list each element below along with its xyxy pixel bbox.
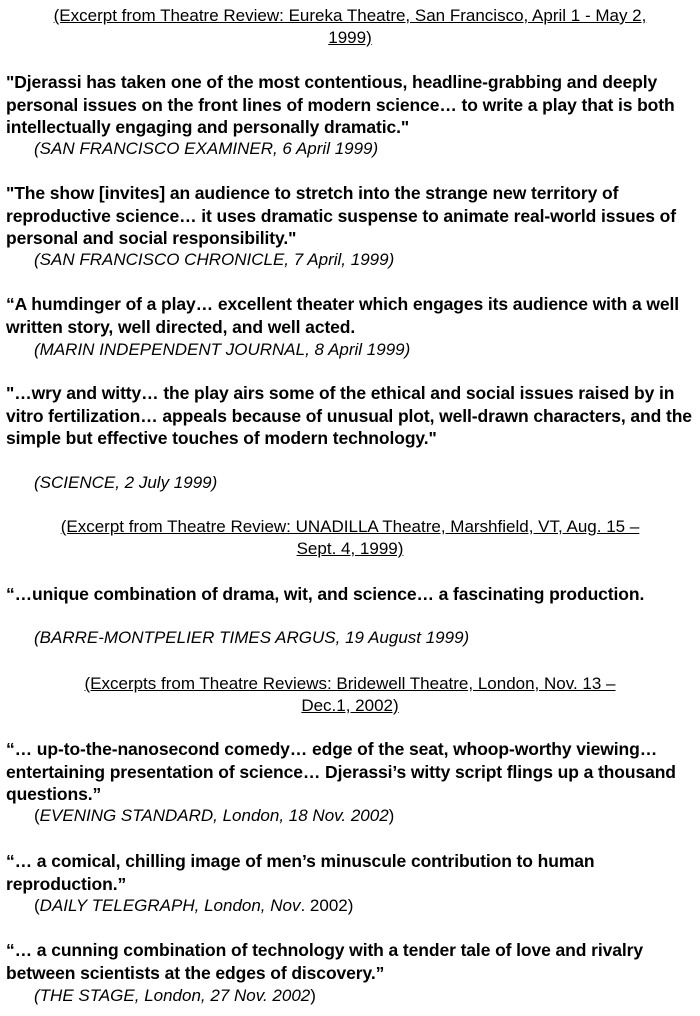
review-quote: “A humdinger of a play… excellent theater which engages its audience with a well written story, well directed, and well acted. — [6, 294, 680, 337]
review-source — [34, 472, 694, 494]
review-source — [34, 627, 694, 649]
source-citation: DAILY TELEGRAPH, London, Nov — [39, 896, 301, 915]
heading-line: (Excerpts from Theatre Reviews: Bridewell Theatre, London, Nov. 13 – — [84, 674, 616, 693]
review-quote: “… a cunning combination of technology with a tender tale of love and rivalry between scientists at the edges of discovery.” — [6, 940, 643, 983]
source-citation: (BARRE-MONTPELIER TIMES ARGUS, 19 August 1999) — [34, 628, 470, 647]
review-quote: “… a comical, chilling image of men’s minuscule contribution to human reproduction.” — [6, 851, 595, 894]
review-quote: “… up-to-the-nanosecond comedy… edge of the seat, whoop-worthy viewing… entertaining presentation of science… Djerassi’s witty script flings up a thousand questions.” — [6, 739, 676, 805]
source-close: ) — [388, 806, 395, 825]
review-source — [34, 985, 694, 1007]
review-source — [34, 339, 694, 361]
source-open: ( — [34, 896, 40, 915]
heading-line: Dec.1, 2002) — [301, 696, 399, 715]
source-close: ) — [310, 986, 316, 1005]
review-source — [34, 138, 694, 160]
review-quote: "…wry and witty… the play airs some of the ethical and social issues raised by in vitro fertilization… appeals because of unusual plot, well-drawn characters, and the simple but effective touches of modern technology." — [6, 383, 692, 449]
review-quote: "Djerassi has taken one of the most contentious, headline-grabbing and deeply personal issues on the front lines of modern science… to write a play that is both intellectually engaging and personally dramatic." — [6, 72, 675, 138]
heading-line: (Excerpt from Theatre Review: Eureka Theatre, San Francisco, April 1 - May 2, — [53, 6, 647, 25]
review-source — [34, 249, 694, 271]
source-citation: (SCIENCE, 2 July 1999) — [34, 473, 218, 492]
review-quote: "The show [invites] an audience to stretch into the strange new territory of reproductive science… it uses dramatic suspense to animate real-world issues of personal and social responsibility." — [6, 183, 676, 249]
review-source — [34, 805, 694, 827]
section-heading-bridewell — [0, 673, 700, 717]
section-heading-eureka — [0, 5, 700, 49]
source-close: . 2002) — [300, 896, 354, 915]
section-heading-unadilla — [0, 516, 700, 560]
source-citation: (MARIN INDEPENDENT JOURNAL, 8 April 1999) — [34, 340, 411, 359]
source-citation: (THE STAGE, London, 27 Nov. 2002 — [34, 986, 311, 1005]
source-open: ( — [34, 806, 40, 825]
heading-line: Sept. 4, 1999) — [296, 539, 404, 558]
source-citation: EVENING STANDARD, London, 18 Nov. 2002 — [39, 806, 389, 825]
source-citation: (SAN FRANCISCO EXAMINER, 6 April 1999) — [34, 139, 379, 158]
heading-line: 1999) — [328, 28, 372, 47]
heading-line: (Excerpt from Theatre Review: UNADILLA Theatre, Marshfield, VT, Aug. 15 – — [60, 517, 640, 536]
source-citation: (SAN FRANCISCO CHRONICLE, 7 April, 1999) — [34, 250, 395, 269]
review-quote: “…unique combination of drama, wit, and science… a fascinating production. — [6, 584, 645, 604]
review-source — [34, 895, 694, 917]
